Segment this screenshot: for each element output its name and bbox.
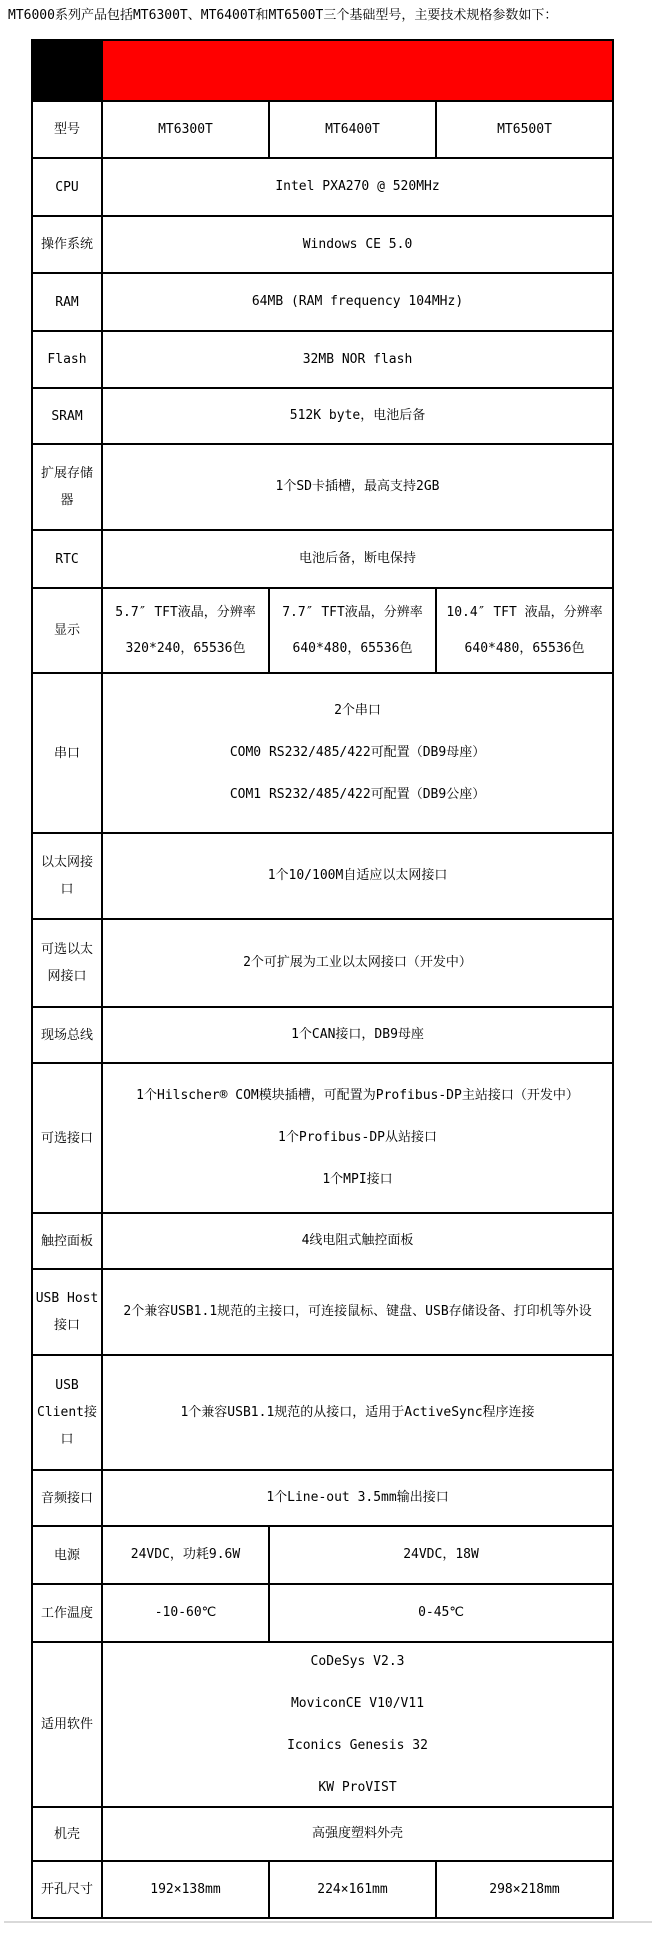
row-label-audio-port: 音频接口 <box>32 1470 102 1526</box>
spec-row-operating-system <box>32 216 613 273</box>
spec-row-sram <box>32 388 613 444</box>
row-label-flash: Flash <box>32 331 102 388</box>
row-label-fieldbus: 现场总线 <box>32 1007 102 1063</box>
spec-row-model <box>32 101 613 158</box>
spec-cell-ethernet-port: 1个10/100M自适应以太网接口 <box>102 833 613 919</box>
row-label-enclosure: 机壳 <box>32 1807 102 1861</box>
spec-cell-usb-client-port: 1个兼容USB1.1规范的从接口，适用于ActiveSync程序连接 <box>102 1355 613 1470</box>
row-label-header-bar <box>32 40 102 101</box>
row-label-sram: SRAM <box>32 388 102 444</box>
spec-row-cpu <box>32 158 613 216</box>
spec-cell-power: 24VDC，18W <box>269 1526 613 1584</box>
spec-cell-display: 5.7″ TFT液晶，分辨率 320*240，65536色 <box>102 588 269 673</box>
spec-row-header-bar <box>32 40 613 101</box>
row-label-usb-client-port: USB Client接 口 <box>32 1355 102 1470</box>
spec-cell-ram: 64MB (RAM frequency 104MHz) <box>102 273 613 331</box>
row-label-rtc: RTC <box>32 530 102 588</box>
spec-cell-display: 7.7″ TFT液晶，分辨率 640*480，65536色 <box>269 588 436 673</box>
spec-row-ethernet-port <box>32 833 613 919</box>
spec-row-supported-software <box>32 1642 613 1807</box>
spec-row-rtc <box>32 530 613 588</box>
row-label-cpu: CPU <box>32 158 102 216</box>
spec-cell-audio-port: 1个Line-out 3.5mm输出接口 <box>102 1470 613 1526</box>
row-label-ram: RAM <box>32 273 102 331</box>
spec-cell-serial-port: 2个串口 COM0 RS232/485/422可配置（DB9母座） COM1 RS232/485/422可配置（DB9公座） <box>102 673 613 833</box>
row-label-optional-interface: 可选接口 <box>32 1063 102 1213</box>
spec-cell-cutout-size: 298×218mm <box>436 1861 613 1918</box>
spec-row-fieldbus <box>32 1007 613 1063</box>
spec-cell-power: 24VDC，功耗9.6W <box>102 1526 269 1584</box>
row-label-touch-panel: 触控面板 <box>32 1213 102 1269</box>
intro-text: MT6000系列产品包括MT6300T、MT6400T和MT6500T三个基础型号，主要技术规格参数如下： <box>8 8 558 23</box>
spec-cell-optional-ethernet-port: 2个可扩展为工业以太网接口（开发中） <box>102 919 613 1007</box>
spec-row-optional-interface <box>32 1063 613 1213</box>
row-label-operating-temperature: 工作温度 <box>32 1584 102 1642</box>
spec-row-serial-port <box>32 673 613 833</box>
row-label-power: 电源 <box>32 1526 102 1584</box>
bottom-divider <box>4 1921 652 1923</box>
row-label-operating-system: 操作系统 <box>32 216 102 273</box>
row-label-usb-host-port: USB Host 接口 <box>32 1269 102 1355</box>
spec-row-enclosure <box>32 1807 613 1861</box>
spec-cell-model: MT6400T <box>269 101 436 158</box>
spec-row-expansion-storage <box>32 444 613 530</box>
spec-cell-expansion-storage: 1个SD卡插槽，最高支持2GB <box>102 444 613 530</box>
row-label-optional-ethernet-port: 可选以太 网接口 <box>32 919 102 1007</box>
spec-cell-operating-temperature: 0-45℃ <box>269 1584 613 1642</box>
spec-cell-touch-panel: 4线电阻式触控面板 <box>102 1213 613 1269</box>
spec-table <box>31 39 614 1919</box>
spec-row-power <box>32 1526 613 1584</box>
spec-row-display <box>32 588 613 673</box>
spec-cell-fieldbus: 1个CAN接口，DB9母座 <box>102 1007 613 1063</box>
spec-row-touch-panel <box>32 1213 613 1269</box>
spec-cell-optional-interface: 1个Hilscher® COM模块插槽，可配置为Profibus-DP主站接口（开发中） 1个Profibus-DP从站接口 1个MPI接口 <box>102 1063 613 1213</box>
spec-cell-supported-software: CoDeSys V2.3 MoviconCE V10/V11 Iconics Genesis 32 KW ProVIST <box>102 1642 613 1807</box>
spec-row-audio-port <box>32 1470 613 1526</box>
row-label-supported-software: 适用软件 <box>32 1642 102 1807</box>
spec-cell-cutout-size: 192×138mm <box>102 1861 269 1918</box>
spec-cell-cutout-size: 224×161mm <box>269 1861 436 1918</box>
spec-cell-display: 10.4″ TFT 液晶，分辨率 640*480，65536色 <box>436 588 613 673</box>
spec-cell-enclosure: 高强度塑料外壳 <box>102 1807 613 1861</box>
spec-cell-sram: 512K byte，电池后备 <box>102 388 613 444</box>
spec-cell-model: MT6300T <box>102 101 269 158</box>
spec-row-cutout-size <box>32 1861 613 1918</box>
spec-row-flash <box>32 331 613 388</box>
spec-cell-operating-temperature: -10-60℃ <box>102 1584 269 1642</box>
row-label-model: 型号 <box>32 101 102 158</box>
spec-cell-model: MT6500T <box>436 101 613 158</box>
spec-cell-cpu: Intel PXA270 @ 520MHz <box>102 158 613 216</box>
spec-cell-flash: 32MB NOR flash <box>102 331 613 388</box>
row-label-ethernet-port: 以太网接 口 <box>32 833 102 919</box>
spec-row-ram <box>32 273 613 331</box>
row-label-expansion-storage: 扩展存储 器 <box>32 444 102 530</box>
spec-row-usb-host-port <box>32 1269 613 1355</box>
spec-cell-operating-system: Windows CE 5.0 <box>102 216 613 273</box>
spec-row-usb-client-port <box>32 1355 613 1470</box>
row-label-cutout-size: 开孔尺寸 <box>32 1861 102 1918</box>
spec-cell-rtc: 电池后备，断电保持 <box>102 530 613 588</box>
spec-row-operating-temperature <box>32 1584 613 1642</box>
spec-row-optional-ethernet-port <box>32 919 613 1007</box>
spec-table-body <box>32 40 613 1918</box>
spec-cell-usb-host-port: 2个兼容USB1.1规范的主接口，可连接鼠标、键盘、USB存储设备、打印机等外设 <box>102 1269 613 1355</box>
row-label-serial-port: 串口 <box>32 673 102 833</box>
spec-cell-header-bar <box>102 40 613 101</box>
row-label-display: 显示 <box>32 588 102 673</box>
